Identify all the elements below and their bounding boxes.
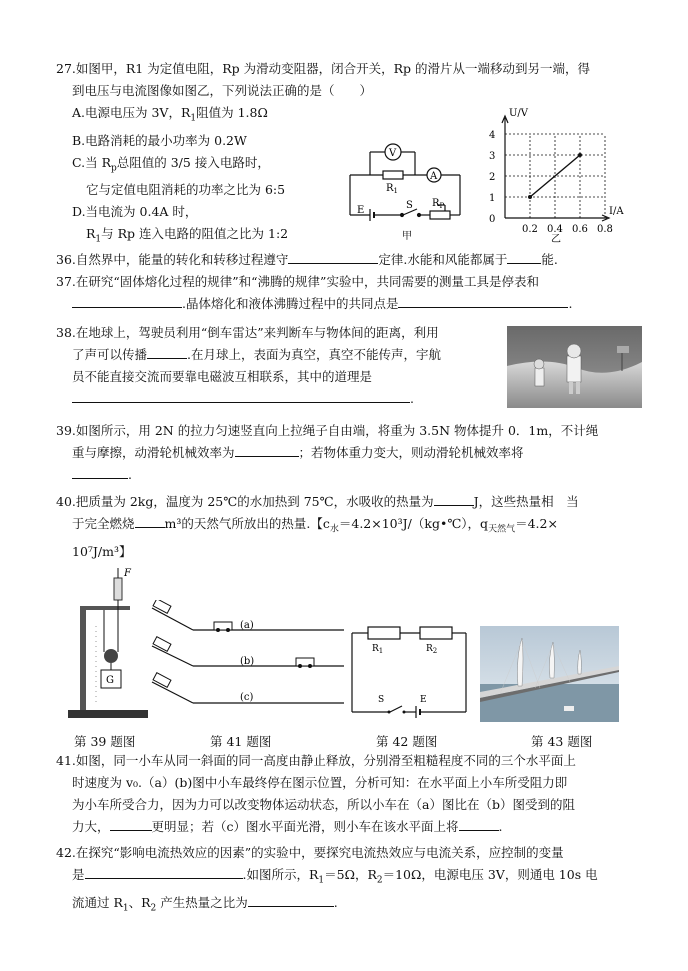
q27-stem-line1: 27.如图甲，R1 为定值电阻，Rp 为滑动变阻器，闭合开关，Rp 的滑片从一端移动到另一端，得: [56, 61, 590, 76]
q27-ui-graph: [475, 106, 625, 246]
fig42-circuit: [350, 622, 468, 722]
q27-option-a: A.电源电压为 3V，$R_1$阻值为 1.8Ω: [72, 105, 268, 124]
battery-label: E: [357, 205, 365, 216]
x-tick-label: 0.4: [547, 224, 563, 235]
q40-blank-1[interactable]: [434, 491, 474, 506]
question-41: 41.如图，同一小车从同一斜面的同一高度由静止释放，分别滑至粗糙程度不同的三个水平面上 时速度为 v₀.（a）(b)图中小车最终停在图示位置，分析可知：在水平面上小车所受阻力即 为小车所受合力，因为力可以改变物体运动状态，所以小车在（a）图比在（b）图受到的阻 力大， 更明显；若（c）图水平面光滑，则小车在该水平面上将 .: [56, 753, 576, 834]
q27-circuit-diagram: [345, 135, 470, 245]
q40-blank-2[interactable]: [135, 513, 165, 528]
q27-option-c-line2: 它与定值电阻消耗的功率之比为 6:5: [86, 182, 286, 197]
circuit-caption: 甲: [402, 231, 412, 242]
q27-option-d-line2: $R_1$与 Rp 连入电路的阻值之比为 1:2: [86, 226, 289, 245]
fig42-r2-label: $R_2$: [426, 644, 438, 655]
ammeter-label: A: [430, 171, 438, 182]
q41-blank-2[interactable]: [459, 816, 499, 831]
y-axis-label: U/V: [509, 108, 529, 119]
q38-blank-2[interactable]: [72, 388, 410, 403]
fig43-bridge-photo: [480, 626, 619, 722]
q38-blank-1[interactable]: [147, 344, 187, 359]
q39-blank-2[interactable]: [72, 464, 128, 479]
fig41-inclines: [148, 600, 346, 722]
ui-data-point: [528, 195, 532, 199]
q42-blank-2[interactable]: [248, 892, 334, 907]
y-tick-label: 1: [489, 193, 496, 204]
fig41-label-b: (b): [240, 656, 255, 667]
r1-label: $R_1$: [386, 183, 398, 195]
q39-blank-1[interactable]: [235, 442, 299, 457]
q37-blank-1[interactable]: [72, 293, 182, 308]
question-38: 38.在地球上，驾驶员利用“倒车雷达”来判断车与物体间的距离，利用 了声可以传播 .在月球上，表面为真空，真空不能传声，宇航 员不能直接交流而要靠电磁波互相联系，其中的道理是 .: [56, 325, 441, 406]
y-tick-label: 4: [489, 130, 496, 141]
x-tick-label: 0.6: [572, 224, 588, 235]
q41-blank-1[interactable]: [110, 816, 152, 831]
q27-option-c-line1: C.当 $R_p$总阻值的 3/5 接入电路时，: [72, 154, 270, 173]
force-label: F: [124, 568, 131, 579]
q27-option-d-line1: D.当电流为 0.4A 时，: [72, 204, 198, 219]
fig39-pulley: [66, 566, 151, 722]
q37-blank-2[interactable]: [398, 293, 568, 308]
graph-caption: 乙: [551, 234, 561, 245]
question-42: 42.在探究“影响电流热效应的因素”的实验中，要探究电流热效应与电流关系，应控制的变量 是 .如图所示，$R_1=5\Omega$，$R_2=10\Omega$，电源电压 3V，则通电 10s 电 流通过 $R_1$、$R_2$ 产生热量之比为 .: [56, 845, 598, 913]
moon-astronaut-photo: [507, 326, 642, 408]
origin-label: 0: [489, 214, 496, 225]
fig41-label-c: (c): [240, 692, 254, 703]
fig43-caption: 第 43 题图: [531, 734, 593, 749]
q36-blank-2[interactable]: [507, 249, 541, 264]
question-36: 36.自然界中，能量的转化和转移过程遵守 定律.水能和风能都属于 能.: [56, 249, 558, 271]
q27-stem-line2: 到电压与电流图像如图乙，下列说法正确的是（ ）: [72, 83, 373, 98]
voltmeter-label: V: [389, 148, 397, 159]
rp-label: $R_P$: [432, 198, 445, 210]
fig42-caption: 第 42 题图: [376, 734, 438, 749]
fig42-r1-label: $R_1$: [372, 644, 384, 655]
fig41-label-a: (a): [240, 620, 254, 631]
switch-label: S: [406, 200, 413, 211]
fig39-caption: 第 39 题图: [74, 734, 136, 749]
weight-label: G: [106, 675, 114, 686]
q27-option-b: B.电路消耗的最小功率为 0.2W: [72, 132, 247, 148]
y-tick-label: 3: [489, 151, 496, 162]
fig42-battery-label: E: [420, 695, 427, 705]
ui-data-point: [578, 153, 582, 157]
question-39: 39.如图所示，用 2N 的拉力匀速竖直向上拉绳子自由端，将重为 3.5N 物体提升 0．1m，不计绳 重与摩擦，动滑轮机械效率为 ；若物体重力变大，则动滑轮机械效率将 .: [56, 423, 599, 482]
question-40: 40.把质量为 2kg，温度为 25℃的水加热到 75℃，水吸收的热量为 J，这些热量相 当 于完全燃烧 m³的天然气所放出的热量.【$c_水=4.2\times 10^3J/(kg•℃)$，$q_{天然气}=4.2\times$ 10⁷J/m³】: [56, 491, 579, 563]
y-tick-label: 2: [489, 172, 496, 183]
fig41-caption: 第 41 题图: [210, 734, 272, 749]
fig42-switch-label: S: [378, 695, 385, 705]
x-tick-label: 0.8: [597, 224, 613, 235]
question-37: 37.在研究“固体熔化过程的规律”和“沸腾的规律”实验中，共同需要的测量工具是停表和 .晶体熔化和液体沸腾过程中的共同点是 .: [56, 274, 573, 311]
q42-blank-1[interactable]: [85, 864, 243, 879]
q36-blank-1[interactable]: [288, 249, 378, 264]
x-tick-label: 0.2: [522, 224, 538, 235]
x-axis-label: I/A: [609, 206, 624, 217]
